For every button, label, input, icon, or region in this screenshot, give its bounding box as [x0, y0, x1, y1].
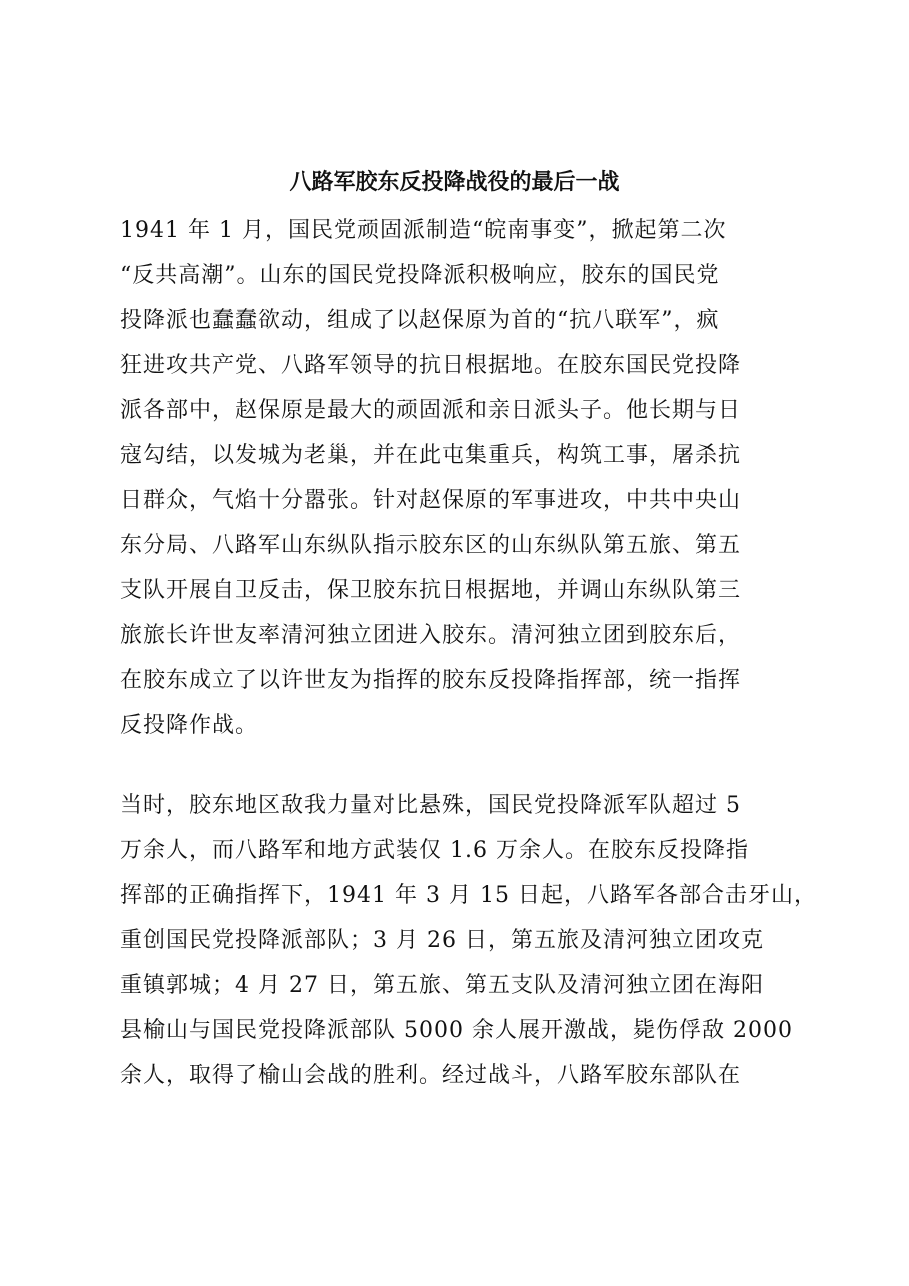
- paragraph-line: 寇勾结，以发城为老巢，并在此屯集重兵，构筑工事，屠杀抗: [120, 443, 742, 468]
- paragraph-line: 万余人，而八路军和地方武装仅 1.6 万余人。在胶东反投降指: [120, 838, 749, 863]
- paragraph-line: “反共高潮”。山东的国民党投降派积极响应，胶东的国民党: [120, 263, 720, 288]
- document-title: 八路军胶东反投降战役的最后一战: [289, 169, 620, 195]
- paragraph-line: 重镇郭城；4 月 27 日，第五旅、第五支队及清河独立团在海阳: [120, 973, 764, 998]
- paragraph-line: 重创国民党投降派部队；3 月 26 日，第五旅及清河独立团攻克: [120, 928, 764, 953]
- paragraph-line: 狂进攻共产党、八路军领导的抗日根据地。在胶东国民党投降: [120, 353, 742, 378]
- paragraph-line: 支队开展自卫反击，保卫胶东抗日根据地，并调山东纵队第三: [120, 578, 742, 603]
- paragraph-line: 余人，取得了榆山会战的胜利。经过战斗，八路军胶东部队在: [120, 1063, 742, 1088]
- paragraph-1: [120, 208, 810, 748]
- paragraph-line: 反投降作战。: [120, 713, 259, 738]
- paragraph-line: 挥部的正确指挥下，1941 年 3 月 15 日起，八路军各部合击牙山，: [120, 883, 817, 908]
- paragraph-line: 1941 年 1 月，国民党顽固派制造“皖南事变”，掀起第二次: [120, 218, 727, 243]
- paragraph-line: 投降派也蠢蠢欲动，组成了以赵保原为首的“抗八联军”，疯: [120, 308, 720, 333]
- paragraph-line: 派各部中，赵保原是最大的顽固派和亲日派头子。他长期与日: [120, 398, 742, 423]
- paragraph-line: 旅旅长许世友率清河独立团进入胶东。清河独立团到胶东后，: [120, 623, 742, 648]
- paragraph-line: 当时，胶东地区敌我力量对比悬殊，国民党投降派军队超过 5: [120, 793, 741, 818]
- paragraph-2: [120, 783, 817, 1098]
- paragraph-line: 日群众，气焰十分嚣张。针对赵保原的军事进攻，中共中央山: [120, 488, 742, 513]
- paragraph-line: 在胶东成立了以许世友为指挥的胶东反投降指挥部，统一指挥: [120, 668, 742, 693]
- paragraph-line: 东分局、八路军山东纵队指示胶东区的山东纵队第五旅、第五: [120, 533, 742, 558]
- paragraph-line: 县榆山与国民党投降派部队 5000 余人展开激战，毙伤俘敌 2000: [120, 1018, 793, 1043]
